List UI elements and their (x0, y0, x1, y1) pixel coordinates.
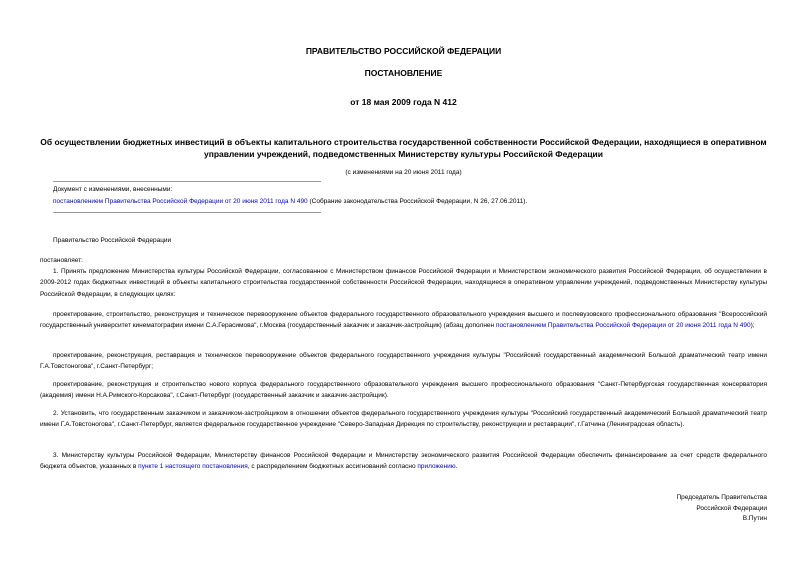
document-title: Об осуществлении бюджетных инвестиций в объекты капитального строительства государственной собственности Российской Федерации, находящиеся в оперативном управлении учреждений, подведомственных Министерству культуры Российской Федерации (40, 137, 767, 159)
paragraph-3-tail: . (455, 463, 458, 471)
paragraph-3 (40, 450, 767, 473)
signature-organization: Российской Федерации (696, 504, 767, 512)
paragraph-3-link-appendix[interactable]: приложению (417, 463, 456, 471)
paragraph-1b: проектирование, реконструкция, реставрация и техническое перевооружение объектов федерального государственного учреждения культуры "Российский государственный академический Большой драматический театр имени Г.А.Товстоногова", г.Санкт-Петербург; (40, 352, 767, 371)
paragraph-1a-link[interactable]: постановлением Правительства Российской Федерации от 20 июня 2011 года N 490 (495, 322, 751, 330)
government-heading: ПРАВИТЕЛЬСТВО РОССИЙСКОЙ ФЕДЕРАЦИИ (305, 46, 502, 56)
paragraph-1c: проектирование, реконструкция и строительство нового корпуса федерального государственного образовательного учреждения высшего профессионального образования "Санкт-Петербургская государственная консерватория (академия) имени Н.А.Римского-Корсакова", г.Санкт-Петербург (государственный заказчик и заказчик-застройщик). (40, 381, 767, 400)
amendment-source: (Собрание законодательства Российской Федерации, N 26, 27.06.2011). (307, 198, 528, 205)
paragraph-1a-text: проектирование, строительство, реконструкция и техническое перевооружение объектов федерального государственного образовательного учреждения высшего и послевузовского профессионального образования "Всероссийский государственный университет кинематографии имени С.А.Герасимова", г.Москва (государственный заказчик и заказчик-застройщик) (абзац дополнен (40, 311, 767, 330)
paragraph-1a (40, 309, 767, 332)
issuer-text: Правительство Российской Федерации (53, 237, 172, 244)
signature-name: В.Путин (742, 515, 767, 522)
signature-position: Председатель Правительства (676, 494, 767, 501)
signature-block (676, 493, 767, 525)
decrees-text: постановляет: (40, 257, 83, 264)
paragraph-2: 2. Установить, что государственным заказчиком и заказчиком-застройщиком в отношении объектов федерального государственного учреждения культуры "Российский государственный академический Большой драматический театр имени Г.А.Товстоногова", г.Санкт-Петербург, является федеральное государственное учреждение "Северо-Западная Дирекция по строительству, реконструкции и реставрации", г.Гатчина (Ленинградская область). (40, 410, 767, 429)
amendments-top-divider (53, 181, 321, 182)
paragraph-3-link-clause[interactable]: пункте 1 настоящего постановления (138, 463, 248, 471)
amendments-reference (53, 198, 527, 205)
paragraph-1a-tail: ); (750, 322, 755, 330)
edition-note: (с изменениями на 20 июня 2011 года) (345, 169, 462, 176)
document-date-number: от 18 мая 2009 года N 412 (350, 97, 457, 107)
amendments-bottom-divider (53, 212, 321, 213)
paragraph-3-text: 3. Министерству культуры Российской Федерации, Министерству финансов Российской Федерации и Министерству экономического развития Российской Федерации обеспечить финансирование за счет средств федерального бюджета объектов, указанных в (40, 452, 767, 471)
amendment-link[interactable]: постановлением Правительства Российской Федерации от 20 июня 2011 года N 490 (53, 198, 308, 205)
document-type-heading: ПОСТАНОВЛЕНИЕ (364, 68, 443, 78)
paragraph-1: 1. Принять предложение Министерства культуры Российской Федерации, согласованное с Министерством финансов Российской Федерации и Министерством экономического развития Российской Федерации, об осуществлении в 2009-2012 годах бюджетных инвестиций в объекты капитального строительства государственной собственности Российской Федерации, находящиеся в оперативном управлении учреждений, подведомственных Министерству культуры Российской Федерации, в следующих целях: (40, 268, 767, 298)
amendments-label: Документ с изменениями, внесенными: (53, 186, 173, 193)
paragraph-3-middle: , с распределением бюджетных ассигнований согласно (247, 463, 418, 471)
